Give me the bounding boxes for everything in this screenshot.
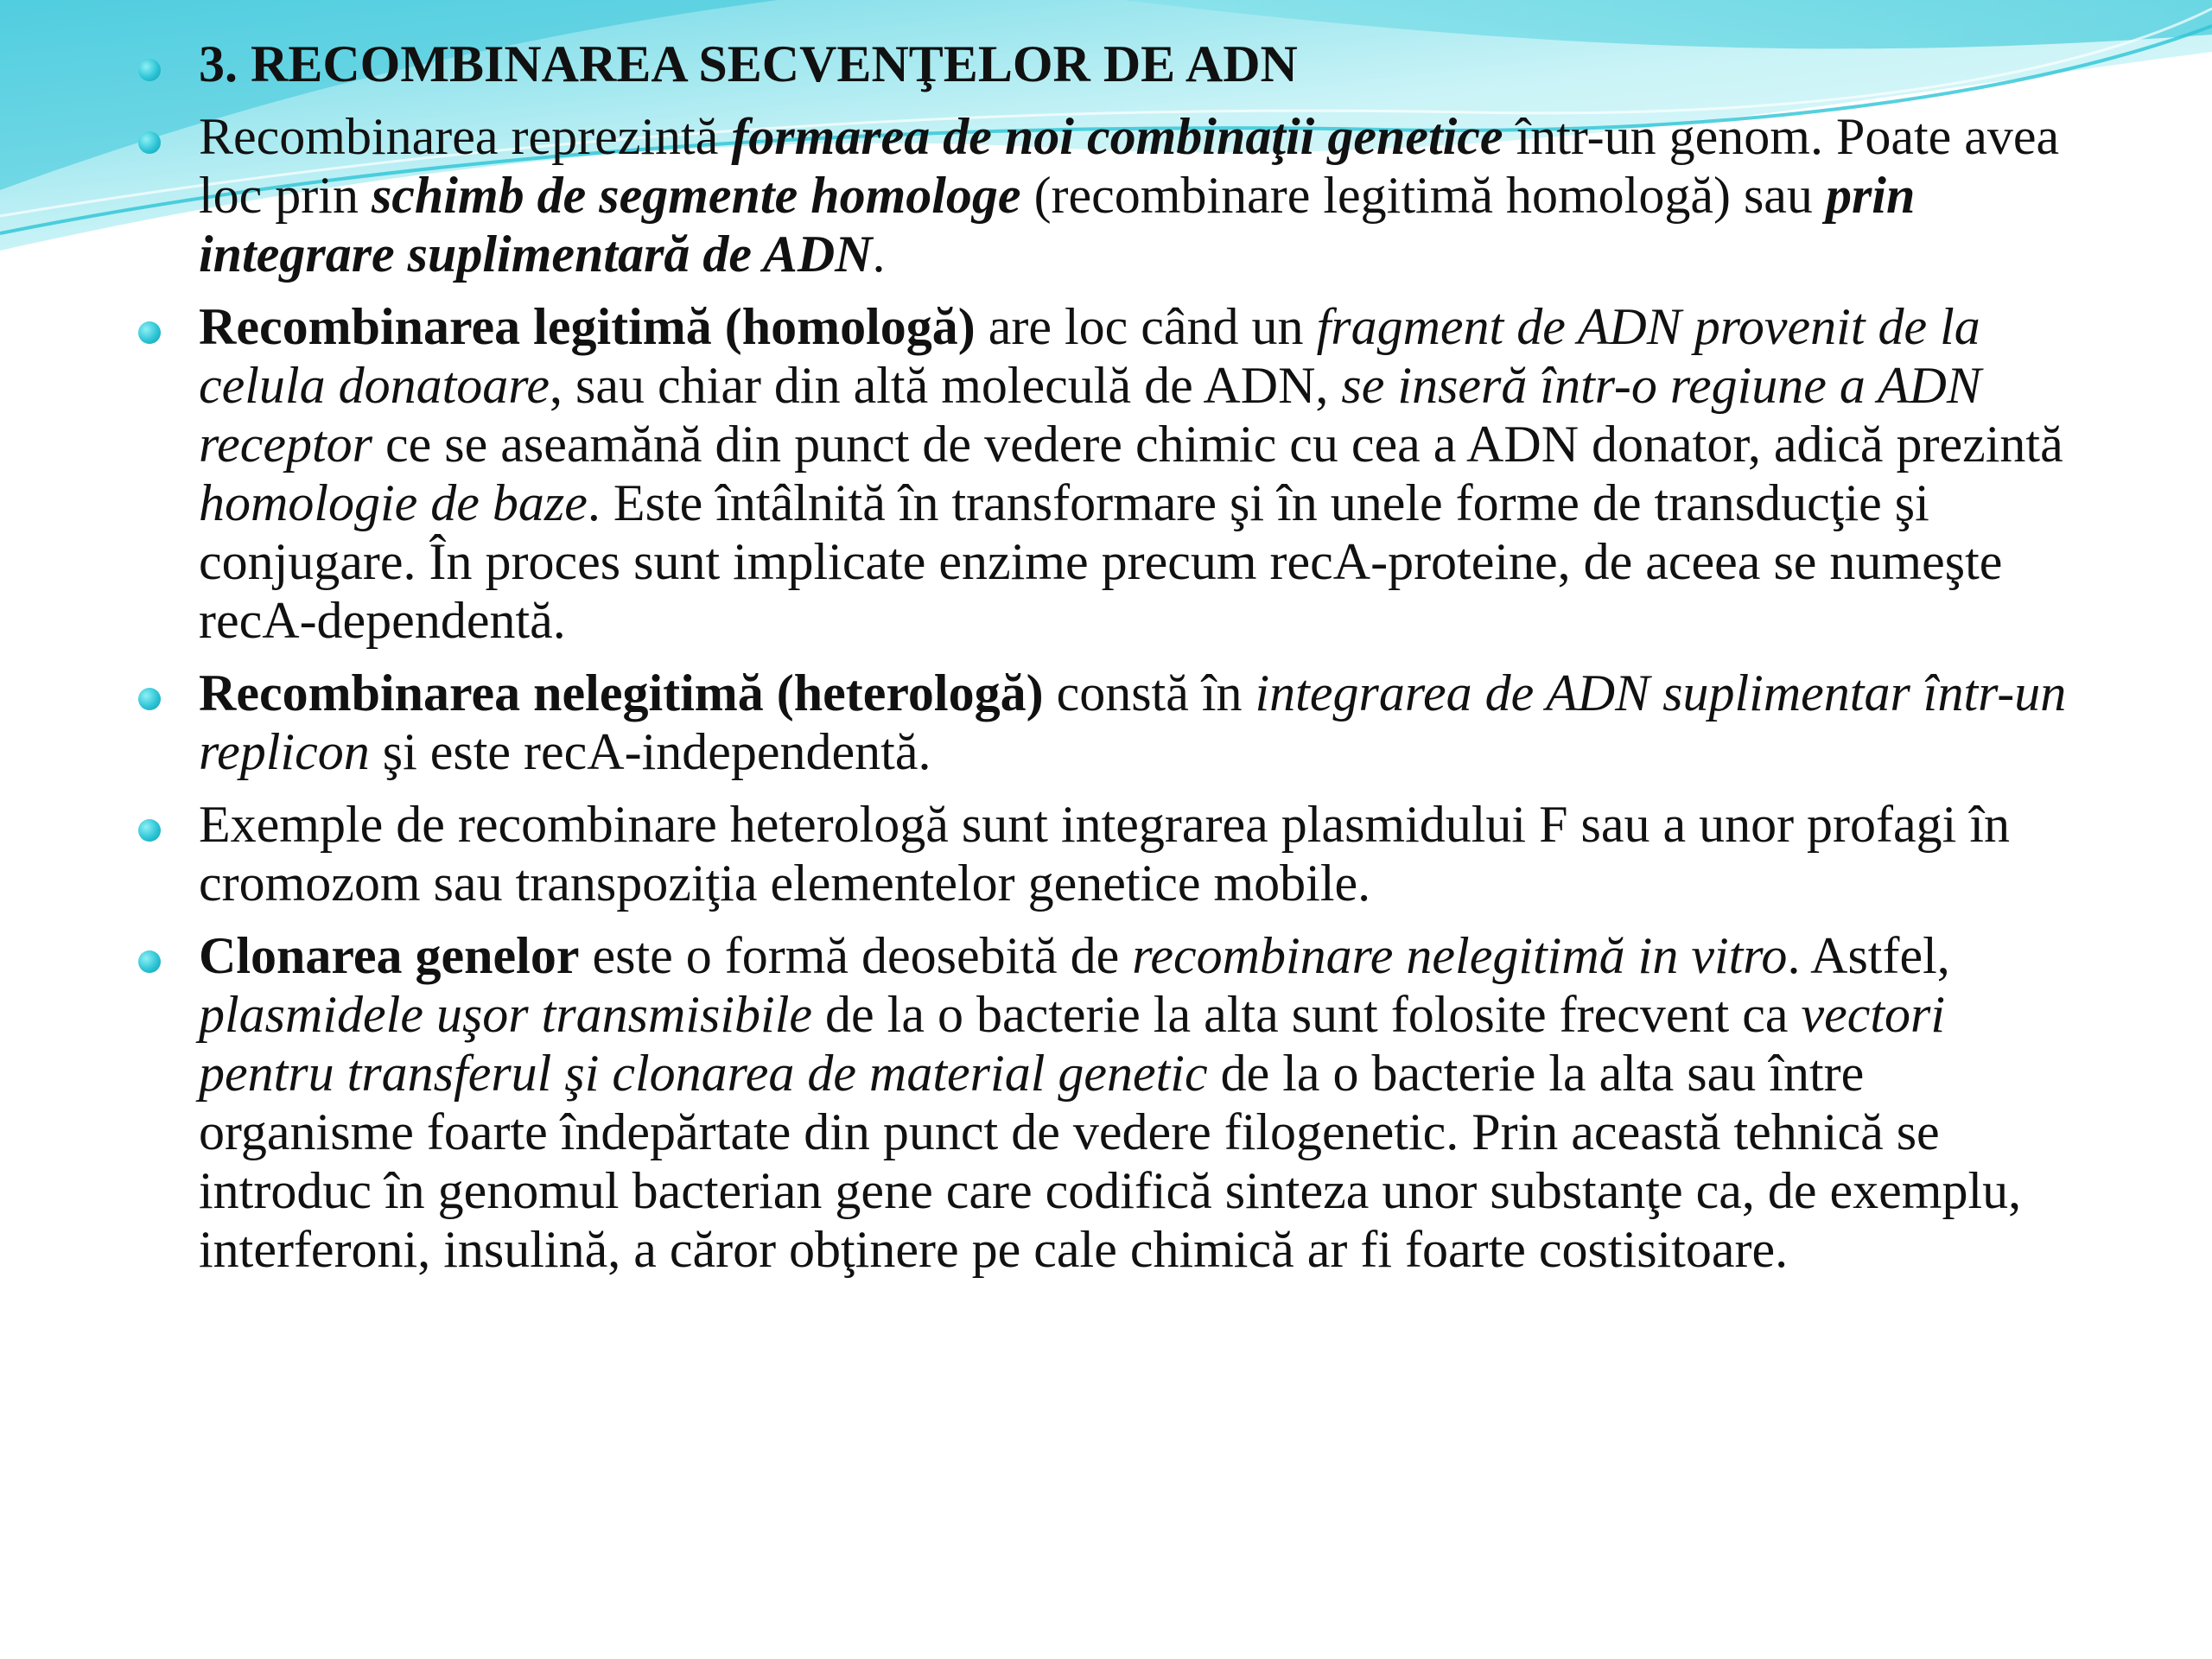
bullet-item-title (130, 35, 2091, 93)
paragraph-homologous: Recombinarea legitimă (homologă) are loc când un fragment de ADN provenit de la celula donatoare, sau chiar din altă moleculă de ADN, se inseră într-o regiune a ADN receptor ce se aseamănă din punct de vedere chimic cu cea a ADN donator, adică prezintă homologie de baze. Este întâlnită în transformare şi în unele forme de transducţie şi conjugare. În proces sunt implicate enzime precum recA-proteine, de aceea se numeşte recA-dependentă. (199, 298, 2063, 649)
bullet-item-heterologous (130, 664, 2091, 781)
bullet-icon (138, 950, 161, 973)
bullet-icon (138, 819, 161, 842)
bullet-icon (138, 321, 161, 344)
paragraph-definition: Recombinarea reprezintă formarea de noi combinaţii genetice într-un genom. Poate avea loc prin schimb de segmente homologe (recombinare legitimă homologă) sau prin integrare suplimentară de ADN. (199, 108, 2060, 283)
bullet-item-homologous (130, 297, 2091, 650)
bullet-icon (138, 688, 161, 710)
paragraph-heterologous: Recombinarea nelegitimă (heterologă) constă în integrarea de ADN suplimentar într-un replicon şi este recA-independentă. (199, 664, 2067, 780)
bullet-item-cloning (130, 926, 2091, 1279)
bullet-item-definition (130, 107, 2091, 283)
slide-body (130, 35, 2091, 1293)
bullet-icon (138, 59, 161, 81)
paragraph-examples: Exemple de recombinare heterologă sunt integrarea plasmidului F sau a unor profagi în cromozom sau transpoziţia elementelor genetice mobile. (199, 796, 2010, 912)
bullet-item-examples (130, 795, 2091, 912)
slide-title: 3. RECOMBINAREA SECVENŢELOR DE ADN (199, 35, 1298, 92)
bullet-icon (138, 131, 161, 154)
paragraph-cloning: Clonarea genelor este o formă deosebită de recombinare nelegitimă in vitro. Astfel, plasmidele uşor transmisibile de la o bacterie la alta sunt folosite frecvent ca vectori pentru transferul şi clonarea de material genetic de la o bacterie la alta sau între organisme foarte îndepărtate din punct de vedere filogenetic. Prin această tehnică se introduc în genomul bacterian gene care codifică sinteza unor substanţe ca, de exemplu, interferoni, insulină, a căror obţinere pe cale chimică ar fi foarte costisitoare. (199, 927, 2022, 1278)
